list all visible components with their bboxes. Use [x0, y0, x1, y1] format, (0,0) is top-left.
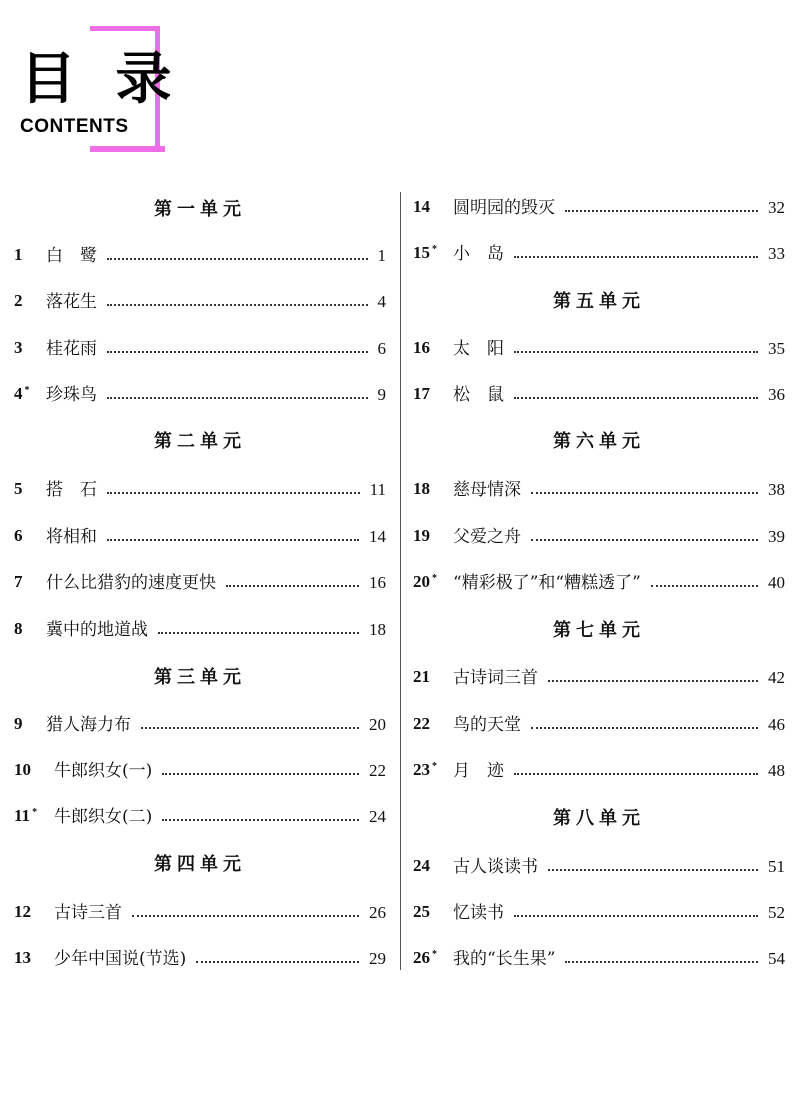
entry-number: 12: [14, 901, 31, 921]
entry-page: 33: [768, 244, 785, 263]
leader-dots: [514, 915, 758, 917]
toc-entry[interactable]: [413, 901, 785, 925]
unit-heading: 第一单元: [154, 199, 246, 220]
leader-dots: [107, 351, 368, 353]
leader-dots: [548, 680, 758, 682]
entry-number: 20 *: [413, 571, 437, 591]
leader-dots: [548, 869, 758, 871]
toc-entry[interactable]: [413, 478, 785, 502]
toc-entry[interactable]: [14, 618, 386, 642]
entry-page: 52: [768, 903, 785, 922]
entry-title: 落花生: [46, 292, 97, 312]
entry-title: 我的“长生果”: [453, 949, 556, 969]
page-subtitle: CONTENTS: [20, 116, 129, 137]
entry-page: 42: [768, 668, 785, 687]
toc-entry[interactable]: [14, 805, 386, 829]
page-title: 目 录: [20, 47, 182, 112]
leader-dots: [141, 727, 359, 729]
toc-entry[interactable]: [413, 242, 785, 266]
toc-entry[interactable]: [413, 196, 785, 220]
entry-page: 14: [369, 527, 386, 546]
entry-number: 1: [14, 244, 23, 264]
entry-number: 23 *: [413, 759, 437, 779]
entry-title: 将相和: [46, 527, 97, 547]
leader-dots: [132, 915, 359, 917]
toc-entry[interactable]: [413, 947, 785, 971]
entry-number: 17: [413, 383, 430, 403]
entry-page: 35: [768, 339, 785, 358]
unit-heading: 第六单元: [553, 431, 645, 452]
toc-entry[interactable]: [413, 337, 785, 361]
title-frame-underline: [90, 146, 165, 152]
entry-number: 16: [413, 337, 430, 357]
toc-entry[interactable]: [14, 713, 386, 737]
entry-title: 父爱之舟: [453, 527, 521, 547]
entry-page: 22: [369, 761, 386, 780]
unit-heading: 第三单元: [154, 667, 246, 688]
entry-title: 牛郎织女(一): [54, 761, 153, 781]
entry-page: 6: [377, 339, 386, 358]
toc-entry[interactable]: [14, 244, 386, 268]
entry-number: 21: [413, 666, 430, 686]
entry-number: 2: [14, 290, 23, 310]
leader-dots: [531, 539, 758, 541]
entry-page: 32: [768, 198, 785, 217]
entry-number: 6: [14, 525, 23, 545]
entry-number: 10: [14, 759, 31, 779]
entry-title: 白 鹭: [46, 246, 97, 266]
leader-dots: [107, 492, 360, 494]
entry-title: 太 阳: [453, 339, 504, 359]
toc-entry[interactable]: [14, 383, 386, 407]
entry-number: 5: [14, 478, 23, 498]
entry-number: 15 *: [413, 242, 437, 262]
entry-number: 7: [14, 571, 23, 591]
leader-dots: [162, 819, 359, 821]
entry-page: 26: [369, 903, 386, 922]
entry-title: 牛郎织女(二): [54, 807, 153, 827]
leader-dots: [107, 397, 368, 399]
entry-number: 13: [14, 947, 31, 967]
entry-title: 鸟的天堂: [453, 715, 521, 735]
leader-dots: [531, 727, 758, 729]
entry-title: “精彩极了”和“糟糕透了”: [453, 573, 641, 593]
entry-page: 48: [768, 761, 785, 780]
unit-heading: 第四单元: [154, 854, 246, 875]
entry-number: 8: [14, 618, 23, 638]
entry-number: 24: [413, 855, 430, 875]
leader-dots: [107, 258, 368, 260]
entry-page: 38: [768, 480, 785, 499]
entry-title: 慈母情深: [453, 480, 521, 500]
entry-page: 1: [377, 246, 386, 265]
entry-page: 11: [369, 480, 386, 499]
entry-title: 珍珠鸟: [46, 385, 97, 405]
entry-page: 4: [377, 292, 386, 311]
leader-dots: [226, 585, 359, 587]
entry-title: 古诗三首: [54, 903, 122, 923]
leader-dots: [514, 397, 758, 399]
leader-dots: [107, 539, 359, 541]
entry-page: 24: [369, 807, 386, 826]
entry-number: 14: [413, 196, 430, 216]
leader-dots: [196, 961, 359, 963]
entry-number: 19: [413, 525, 430, 545]
entry-title: 冀中的地道战: [46, 620, 148, 640]
toc-entry[interactable]: [14, 947, 386, 971]
leader-dots: [514, 773, 758, 775]
entry-title: 忆读书: [453, 903, 504, 923]
toc-entry[interactable]: [14, 901, 386, 925]
leader-dots: [107, 304, 368, 306]
entry-page: 51: [768, 857, 785, 876]
entry-title: 圆明园的毁灭: [453, 198, 555, 218]
entry-page: 18: [369, 620, 386, 639]
entry-title: 搭 石: [46, 480, 97, 500]
entry-title: 猎人海力布: [46, 715, 131, 735]
entry-number: 11 *: [14, 805, 38, 825]
entry-page: 40: [768, 573, 785, 592]
entry-number: 4 *: [14, 383, 30, 403]
unit-heading: 第二单元: [154, 431, 246, 452]
toc-entry[interactable]: [413, 759, 785, 783]
column-divider: [400, 192, 401, 970]
entry-title: 古人谈读书: [453, 857, 538, 877]
entry-number: 3: [14, 337, 23, 357]
leader-dots: [514, 256, 758, 258]
toc-entry[interactable]: [14, 525, 386, 549]
entry-title: 什么比猎豹的速度更快: [46, 573, 216, 593]
entry-title: 古诗词三首: [453, 668, 538, 688]
toc-entry[interactable]: [413, 383, 785, 407]
toc-entry[interactable]: [413, 571, 785, 595]
unit-heading: 第七单元: [553, 620, 645, 641]
entry-page: 36: [768, 385, 785, 404]
toc-entry[interactable]: [14, 759, 386, 783]
toc-entry[interactable]: [14, 571, 386, 595]
toc-entry[interactable]: [413, 666, 785, 690]
entry-page: 9: [377, 385, 386, 404]
entry-page: 54: [768, 949, 785, 968]
entry-title: 小 岛: [453, 244, 504, 264]
leader-dots: [651, 585, 758, 587]
entry-page: 16: [369, 573, 386, 592]
entry-number: 26 *: [413, 947, 437, 967]
leader-dots: [531, 492, 758, 494]
toc-entry[interactable]: [14, 337, 386, 361]
entry-page: 46: [768, 715, 785, 734]
leader-dots: [565, 961, 758, 963]
entry-title: 月 迹: [453, 761, 504, 781]
unit-heading: 第八单元: [553, 808, 645, 829]
leader-dots: [565, 210, 758, 212]
entry-title: 少年中国说(节选): [54, 949, 187, 969]
entry-number: 18: [413, 478, 430, 498]
toc-entry[interactable]: [413, 855, 785, 879]
entry-number: 22: [413, 713, 430, 733]
entry-number: 9: [14, 713, 23, 733]
entry-page: 39: [768, 527, 785, 546]
entry-title: 桂花雨: [46, 339, 97, 359]
toc-entry[interactable]: [413, 525, 785, 549]
unit-heading: 第五单元: [553, 291, 645, 312]
toc-entry[interactable]: [14, 478, 386, 502]
leader-dots: [162, 773, 359, 775]
leader-dots: [158, 632, 359, 634]
entry-title: 松 鼠: [453, 385, 504, 405]
toc-entry[interactable]: [14, 290, 386, 314]
entry-page: 20: [369, 715, 386, 734]
leader-dots: [514, 351, 758, 353]
toc-entry[interactable]: [413, 713, 785, 737]
entry-page: 29: [369, 949, 386, 968]
entry-number: 25: [413, 901, 430, 921]
